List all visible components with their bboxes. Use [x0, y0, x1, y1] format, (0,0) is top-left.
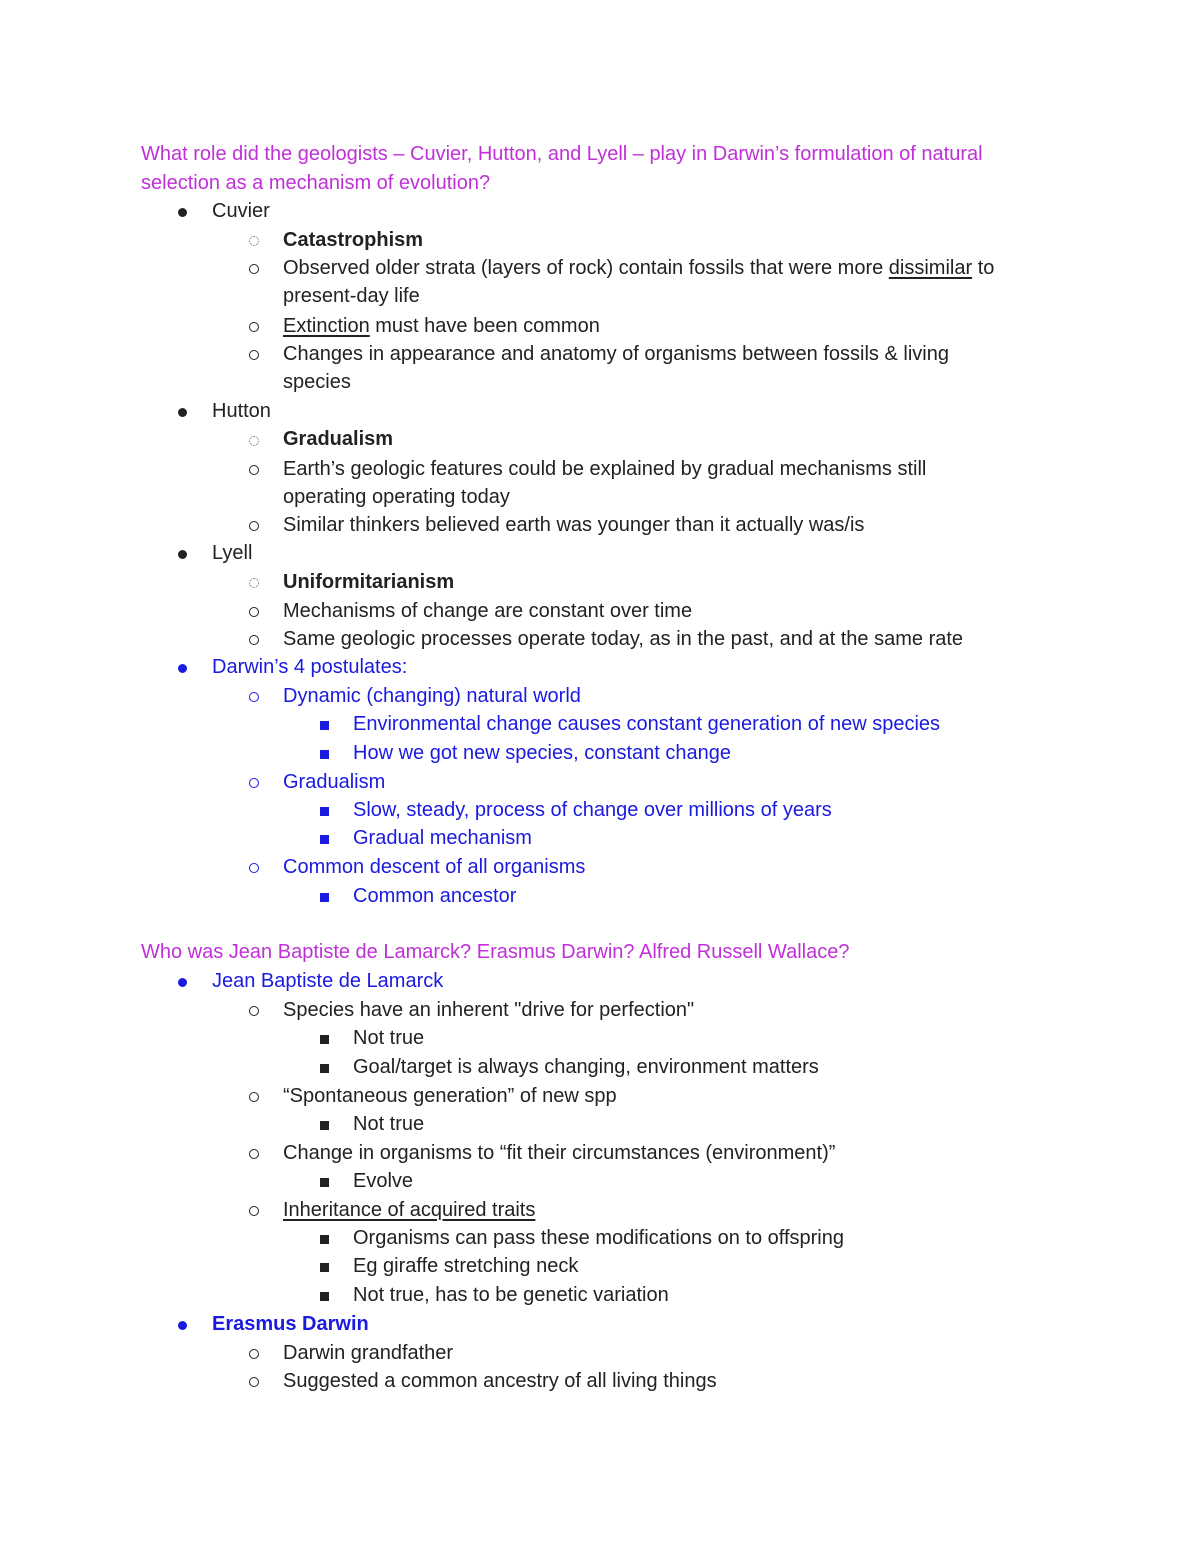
postulate-gradualism: Gradualism: [283, 771, 386, 793]
question-1-line-1: What role did the geologists – Cuvier, Hutton, and Lyell – play in Darwin’s formulation of natural: [141, 143, 983, 165]
bullet-circle-icon: [249, 465, 259, 475]
lamarck-point-d-sub-3: Not true, has to be genetic variation: [353, 1284, 669, 1306]
bullet-square-icon: [320, 835, 329, 844]
hutton-point-2: Similar thinkers believed earth was younger than it actually was/is: [283, 514, 865, 536]
bullet-circle-icon: [249, 692, 259, 702]
postulate-dynamic-sub-1: Environmental change causes constant generation of new species: [353, 713, 941, 735]
bullet-square-icon: [320, 1121, 329, 1130]
cuvier-point-3: Changes in appearance and anatomy of organisms between fossils & living: [283, 343, 949, 365]
lamarck-point-a-sub-2: Goal/target is always changing, environment matters: [353, 1056, 819, 1078]
lamarck-point-d-sub-1: Organisms can pass these modifications on to offspring: [353, 1227, 844, 1249]
cuvier-point-1: Observed older strata (layers of rock) contain fossils that were more dissimilar to: [283, 257, 995, 279]
postulate-common-descent: Common descent of all organisms: [283, 856, 586, 878]
bullet-square-icon: [320, 1235, 329, 1244]
lamarck-point-c-sub-1: Evolve: [353, 1170, 414, 1192]
postulate-gradualism-sub-1: Slow, steady, process of change over millions of years: [353, 799, 832, 821]
postulate-dynamic: Dynamic (changing) natural world: [283, 685, 581, 707]
darwin-postulates-heading: Darwin’s 4 postulates:: [212, 656, 408, 678]
lamarck-point-a: Species have an inherent "drive for perfection": [283, 999, 695, 1021]
lamarck-point-c: Change in organisms to “fit their circumstances (environment)”: [283, 1142, 836, 1164]
bullet-circle-icon: [249, 521, 259, 531]
bullet-disc-icon: [178, 664, 187, 673]
bullet-circle-icon: [249, 322, 259, 332]
lamarck-point-b-sub-1: Not true: [353, 1113, 425, 1135]
bullet-circle-icon: [249, 635, 259, 645]
bullet-square-icon: [320, 721, 329, 730]
question-1-line-2: selection as a mechanism of evolution?: [141, 172, 491, 194]
bullet-square-icon: [320, 1263, 329, 1272]
bullet-dotted-circle-icon: [249, 236, 259, 246]
erasmus-point-a: Darwin grandfather: [283, 1342, 454, 1364]
extinction-underlined: Extinction: [283, 315, 370, 337]
hutton-point-1-line-2: operating operating today: [283, 486, 510, 508]
bullet-circle-icon: [249, 264, 259, 274]
bullet-circle-icon: [249, 1092, 259, 1102]
postulate-gradualism-sub-2: Gradual mechanism: [353, 827, 532, 849]
bullet-disc-icon: [178, 208, 187, 217]
bullet-square-icon: [320, 1035, 329, 1044]
cuvier-label: Cuvier: [212, 200, 270, 222]
bullet-square-icon: [320, 893, 329, 902]
gradualism-term: Gradualism: [283, 428, 394, 450]
bullet-square-icon: [320, 1292, 329, 1301]
lyell-label: Lyell: [212, 542, 253, 564]
bullet-square-icon: [320, 1178, 329, 1187]
cuvier-point-1-line-2: present-day life: [283, 285, 420, 307]
lamarck-label: Jean Baptiste de Lamarck: [212, 970, 444, 992]
bullet-square-icon: [320, 807, 329, 816]
bullet-square-icon: [320, 750, 329, 759]
uniformitarianism-term: Uniformitarianism: [283, 571, 455, 593]
bullet-dotted-circle-icon: [249, 578, 259, 588]
lamarck-point-d-sub-2: Eg giraffe stretching neck: [353, 1255, 579, 1277]
bullet-dotted-circle-icon: [249, 436, 259, 446]
lyell-point-2: Same geologic processes operate today, as in the past, and at the same rate: [283, 628, 964, 650]
bullet-circle-icon: [249, 607, 259, 617]
postulate-common-descent-sub-1: Common ancestor: [353, 885, 517, 907]
bullet-disc-icon: [178, 550, 187, 559]
hutton-label: Hutton: [212, 400, 271, 422]
bullet-circle-icon: [249, 1149, 259, 1159]
bullet-square-icon: [320, 1064, 329, 1073]
lamarck-point-a-sub-1: Not true: [353, 1027, 425, 1049]
lamarck-point-d: Inheritance of acquired traits: [283, 1199, 536, 1221]
bullet-circle-icon: [249, 778, 259, 788]
question-2: Who was Jean Baptiste de Lamarck? Erasmus Darwin? Alfred Russell Wallace?: [141, 941, 850, 963]
postulate-dynamic-sub-2: How we got new species, constant change: [353, 742, 731, 764]
bullet-disc-icon: [178, 978, 187, 987]
bullet-circle-icon: [249, 1377, 259, 1387]
dissimilar-underlined: dissimilar: [888, 257, 973, 279]
bullet-circle-icon: [249, 863, 259, 873]
catastrophism-term: Catastrophism: [283, 229, 424, 251]
hutton-point-1: Earth’s geologic features could be explained by gradual mechanisms still: [283, 458, 927, 480]
lamarck-point-b: “Spontaneous generation” of new spp: [283, 1085, 617, 1107]
bullet-disc-icon: [178, 1321, 187, 1330]
cuvier-point-2: Extinction must have been common: [283, 315, 600, 337]
lyell-point-1: Mechanisms of change are constant over time: [283, 600, 693, 622]
bullet-circle-icon: [249, 1206, 259, 1216]
cuvier-point-3-line-2: species: [283, 371, 351, 393]
erasmus-label: Erasmus Darwin: [212, 1313, 369, 1335]
bullet-circle-icon: [249, 1349, 259, 1359]
bullet-circle-icon: [249, 350, 259, 360]
bullet-circle-icon: [249, 1006, 259, 1016]
erasmus-point-b: Suggested a common ancestry of all living things: [283, 1370, 717, 1392]
bullet-disc-icon: [178, 408, 187, 417]
